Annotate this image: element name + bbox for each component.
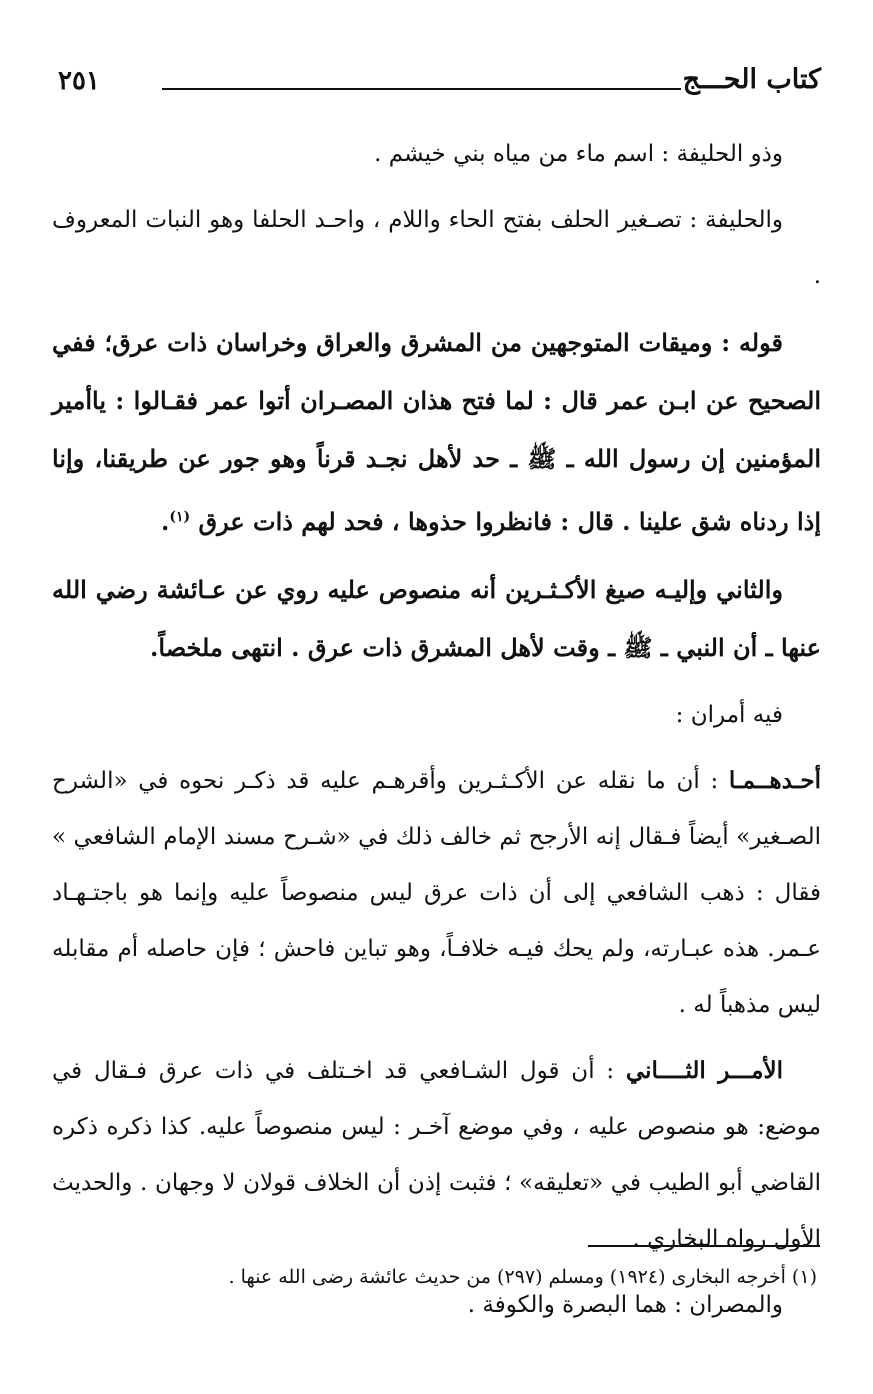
footnote: (١) أخرجه البخارى (١٩٢٤) ومسلم (٢٩٧) من حديث عائشة رضى الله عنها . xyxy=(228,1266,817,1288)
paragraph-miqat-text: قوله : وميقات المتوجهين من المشرق والعراق وخراسان ذات عرق؛ ففي الصحيح عن ابـن عمر قال : لما فتح هذان المصـران أتوا عمر فقـالوا : ياأمير المؤمنين إن رسول الله ـ ﷺ ـ حد لأهل نجـد قرناً وهو جور عن طريقنا، وإنا إذا ردناه شق علينا . قال : فانظروا حذوها ، فحد لهم ذات عرق xyxy=(52,328,821,536)
paragraph-two-matters: فيه أمران : xyxy=(675,702,783,728)
paragraph-second-opinion: والثاني وإليـه صيغ الأكـثـرين أنه منصوص عليه روي عن عـائشة رضي الله عنها ـ أن النبي ـ ﷺ ـ وقت لأهل المشرق ذات عرق . انتهى ملخصاً. xyxy=(52,575,821,662)
footnote-reference: (١) xyxy=(169,509,191,525)
page-header xyxy=(52,64,821,104)
footnote-rule xyxy=(588,1245,820,1247)
first-matter-heading: أحـدهــمـا xyxy=(728,767,821,794)
header-rule xyxy=(162,88,681,90)
page-body xyxy=(52,126,821,1333)
second-matter-heading: الأمـــر الثــــاني xyxy=(625,1057,783,1084)
paragraph-miqat-quote: قوله : وميقات المتوجهين من المشرق والعراق وخراسان ذات عرق؛ ففي الصحيح عن ابـن عمر قال : لما فتح هذان المصـران أتوا عمر فقـالوا : ياأمير المؤمنين إن رسول الله ـ ﷺ ـ حد لأهل نجـد قرناً وهو جور عن طريقنا، وإنا إذا ردناه شق علينا . قال : فانظروا حذوها ، فحد لهم ذات عرق $^{(١)}$. xyxy=(52,328,821,536)
paragraph-hulayfa-definition: والحليفة : تصـغير الحلف بفتح الحاء واللام ، واحـد الحلفا وهو النبات المعروف . xyxy=(52,207,821,289)
paragraph-first-matter xyxy=(52,753,821,1033)
paragraph-second-matter xyxy=(52,1043,821,1267)
paragraph-two-cities: والمصران : هما البصرة والكوفة . xyxy=(467,1292,783,1318)
page-number: ٢٥١ xyxy=(58,66,100,96)
second-matter-text: : أن قول الشـافعي قد اخـتلف في ذات عرق فـقال في موضع: هو منصوص عليه ، وفي موضع آخـر : ليس منصوصاً عليه. كذا ذكره ذكره القاضي أبو الطيب في «تعليقه» ؛ فثبت إذن أن الخلاف قولان لا وجهان . والحديث الأول رواه البخاري . xyxy=(52,1058,821,1252)
paragraph-dhul-hulayfa: وذو الحليفة : اسم ماء من مياه بني خيشم . xyxy=(374,141,783,167)
book-title: كتاب الحـــج xyxy=(682,64,821,95)
first-matter-text: : أن ما نقله عن الأكـثـرين وأقرهـم عليه قد ذكـر نحوه في «الشرح الصـغير» أيضاً فـقال إنه الأرجح ثم خالف ذلك في «شـرح مسند الإمام الشافعي » فقال : ذهب الشافعي إلى أن ذات عرق ليس منصوصاً عليه وإنما هو باجتـهـاد عـمر. هذه عبـارته، ولم يحك فيـه خلافـاً، وهو تباين فاحش ؛ فإن حاصله أم مقابله ليس مذهباً له . xyxy=(52,768,822,1018)
